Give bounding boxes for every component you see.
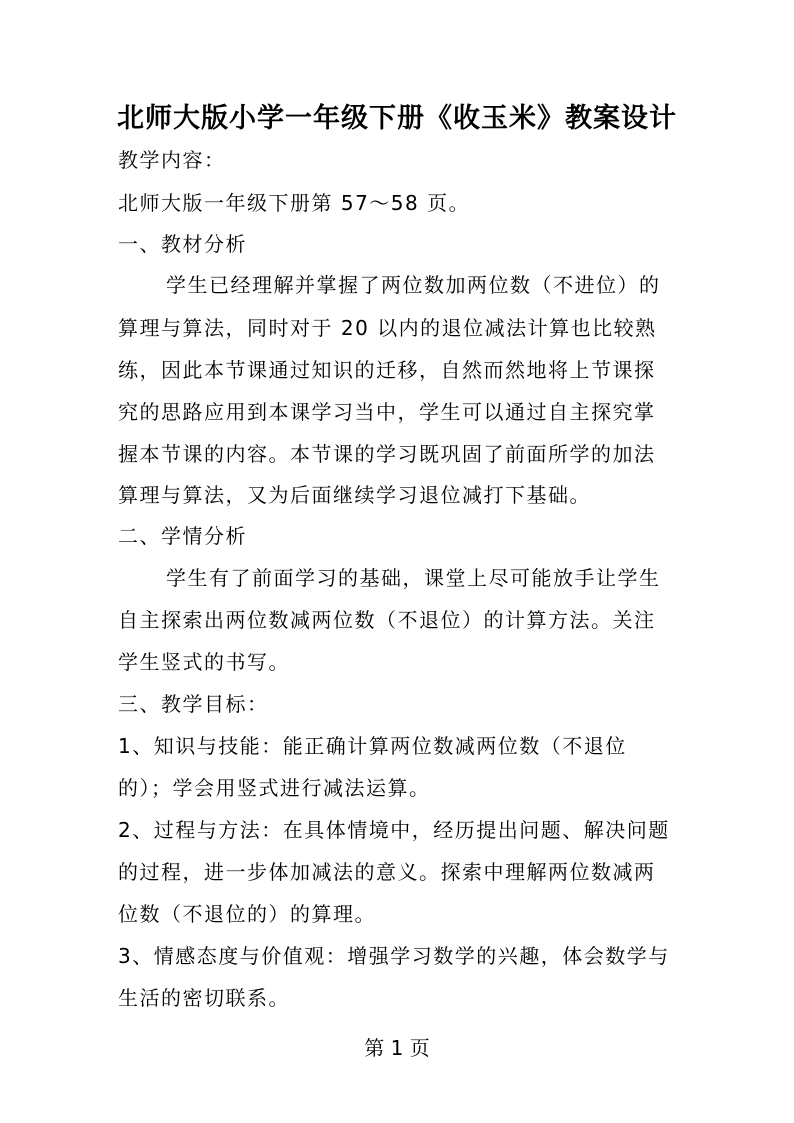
goal-line: 生活的密切联系。 [118,986,290,1010]
paragraph-line: 算理与算法，同时对于 20 以内的退位减法计算也比较熟 [118,316,657,340]
line-textbook-pages: 北师大版一年级下册第 57～58 页。 [118,191,471,215]
page-number-footer: 第 1 页 [364,1036,430,1060]
paragraph-line: 学生有了前面学习的基础，课堂上尽可能放手让学生 [166,566,661,590]
document-title: 北师大版小学一年级下册《收玉米》教案设计 [117,103,677,134]
paragraph-line: 学生已经理解并掌握了两位数加两位数（不进位）的 [166,273,661,297]
goal-line: 位数（不退位的）的算理。 [118,902,376,926]
goal-line: 的过程，进一步体加减法的意义。探索中理解两位数减两 [118,860,656,884]
paragraph-line: 学生竖式的书写。 [118,650,290,674]
line-teaching-content-heading: 教学内容： [118,148,226,172]
goal-line: 3、情感态度与价值观：增强学习数学的兴趣，体会数学与 [118,944,670,968]
paragraph-line: 究的思路应用到本课学习当中，学生可以通过自主探究掌 [118,400,656,424]
goal-line: 2、过程与方法：在具体情境中，经历提出问题、解决问题 [118,818,670,842]
section-heading-learner-analysis: 二、学情分析 [118,524,247,548]
goal-line: 1、知识与技能：能正确计算两位数减两位数（不退位 [118,734,627,758]
section-heading-materials-analysis: 一、教材分析 [118,232,247,256]
paragraph-line: 握本节课的内容。本节课的学习既巩固了前面所学的加法 [118,442,656,466]
paragraph-line: 算理与算法，又为后面继续学习退位减打下基础。 [118,483,591,507]
paragraph-line: 自主探索出两位数减两位数（不退位）的计算方法。关注 [118,608,656,632]
goal-line: 的）；学会用竖式进行减法运算。 [118,776,431,800]
section-heading-teaching-goals: 三、教学目标： [118,692,269,716]
paragraph-line: 练，因此本节课通过知识的迁移，自然而然地将上节课探 [118,358,656,382]
